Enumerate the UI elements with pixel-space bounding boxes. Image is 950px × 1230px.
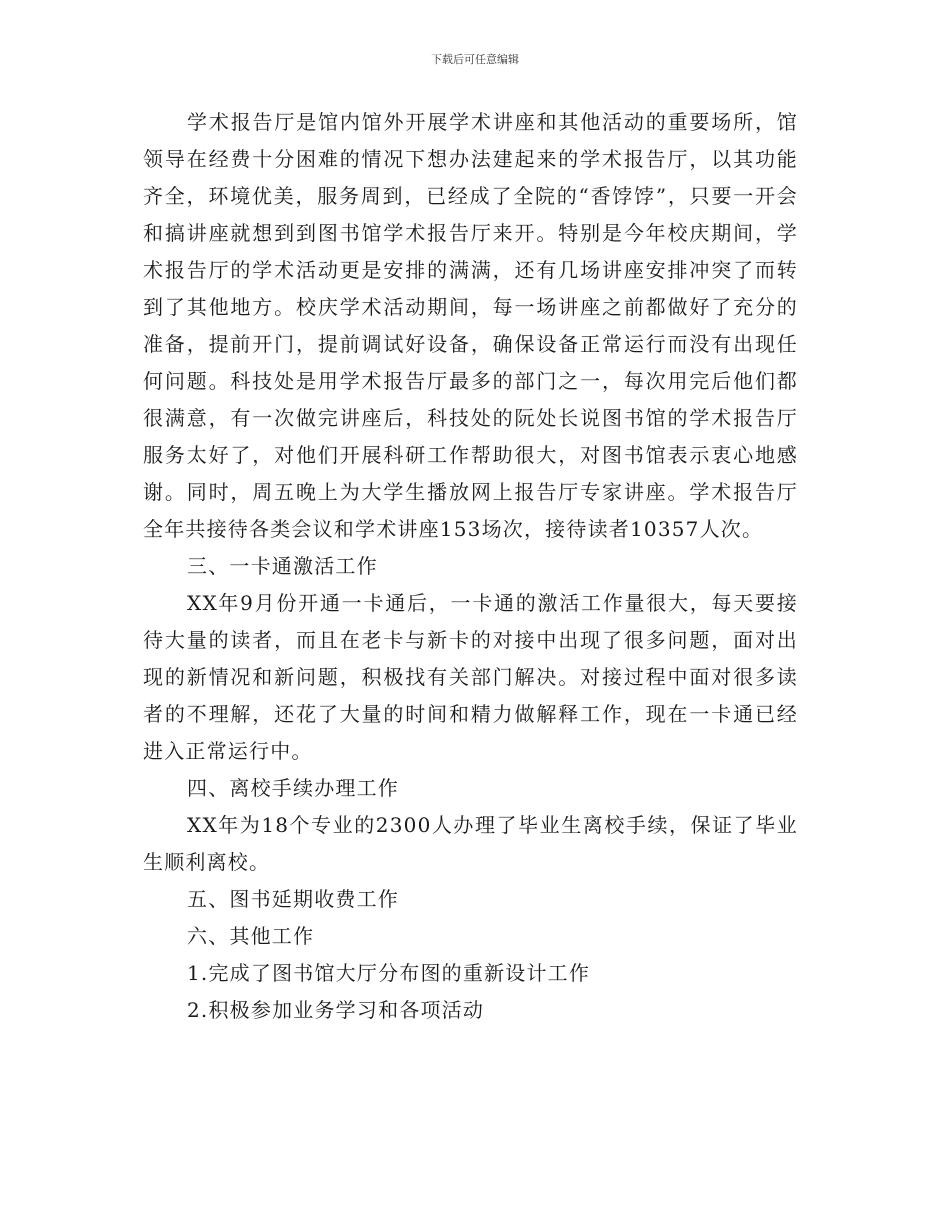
- list-item-redesign: 1.完成了图书馆大厅分布图的重新设计工作: [187, 961, 591, 985]
- document-body: [143, 104, 798, 1029]
- list-item-study-activities: 2.积极参加业务学习和各项活动: [187, 998, 485, 1022]
- section-heading-card-activation: 三、一卡通激活工作: [187, 554, 378, 578]
- paragraph-card-activation: XX年9月份开通一卡通后，一卡通的激活工作量很大，每天要接待大量的读者，而且在老卡与新卡的对接中出现了很多问题，面对出现的新情况和新问题，积极找有关部门解决。对接过程中面对很多读者的不理解，还花了大量的时间和精力做解释工作，现在一卡通已经进入正常运行中。: [143, 591, 798, 763]
- paragraph-lecture-hall: 学术报告厅是馆内馆外开展学术讲座和其他活动的重要场所，馆领导在经费十分困难的情况下想办法建起来的学术报告厅，以其功能齐全，环境优美，服务周到，已经成了全院的“香饽饽”，只要一开会和搞讲座就想到到图书馆学术报告厅来开。特别是今年校庆期间，学术报告厅的学术活动更是安排的满满，还有几场讲座安排冲突了而转到了其他地方。校庆学术活动期间，每一场讲座之前都做好了充分的准备，提前开门，提前调试好设备，确保设备正常运行而没有出现任何问题。科技处是用学术报告厅最多的部门之一，每次用完后他们都很满意，有一次做完讲座后，科技处的阮处长说图书馆的学术报告厅服务太好了，对他们开展科研工作帮助很大，对图书馆表示衷心地感谢。同时，周五晚上为大学生播放网上报告厅专家讲座。学术报告厅全年共接待各类会议和学术讲座153场次，接待读者10357人次。: [143, 110, 798, 541]
- page-header: 下载后可任意编辑: [431, 53, 519, 66]
- paragraph-departure-procedures: XX年为18个专业的2300人办理了毕业生离校手续，保证了毕业生顺利离校。: [143, 813, 798, 874]
- section-heading-other-work: 六、其他工作: [187, 924, 315, 948]
- section-heading-departure-procedures: 四、离校手续办理工作: [187, 776, 399, 800]
- section-heading-overdue-fees: 五、图书延期收费工作: [187, 887, 399, 911]
